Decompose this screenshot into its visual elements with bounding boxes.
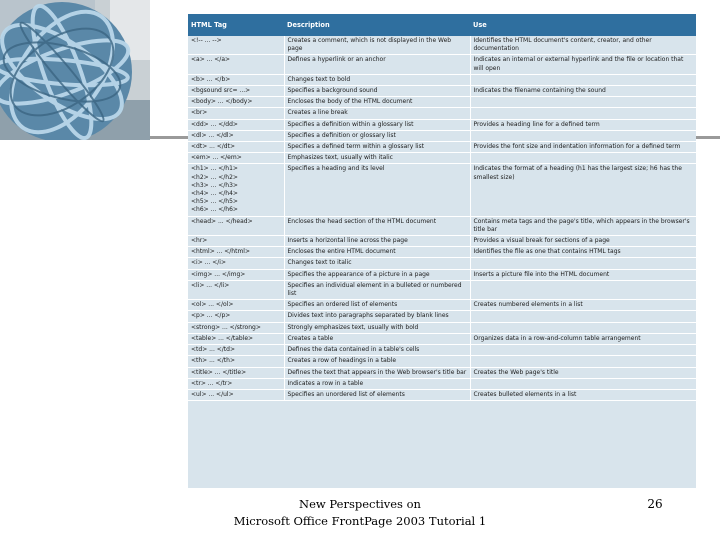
table-row xyxy=(188,236,696,247)
cell-description: Defines a hyperlink or an anchor xyxy=(284,55,470,74)
cell-description: Specifies an ordered list of elements xyxy=(284,300,470,311)
cell-tag: <title> ... </title> xyxy=(188,367,284,378)
cell-description: Defines the text that appears in the Web browser's title bar xyxy=(284,367,470,378)
cell-tag: <i> ... </i> xyxy=(188,258,284,269)
cell-description: Specifies a definition or glossary list xyxy=(284,130,470,141)
cell-use: Inserts a picture file into the HTML document xyxy=(470,269,696,280)
table-row xyxy=(188,378,696,389)
cell-description: Specifies an unordered list of elements xyxy=(284,389,470,400)
table-row xyxy=(188,216,696,235)
table-row xyxy=(188,280,696,299)
html-tags-table xyxy=(188,14,696,401)
cell-use: Creates bulleted elements in a list xyxy=(470,389,696,400)
table-row xyxy=(188,322,696,333)
cell-tag: <br> xyxy=(188,108,284,119)
cell-use xyxy=(470,356,696,367)
cell-use: Creates the Web page's title xyxy=(470,367,696,378)
table-row xyxy=(188,311,696,322)
cell-use xyxy=(470,311,696,322)
cell-description: Specifies a definition within a glossary list xyxy=(284,119,470,130)
cell-use: Identifies the file as one that contains HTML tags xyxy=(470,247,696,258)
cell-description: Strongly emphasizes text, usually with bold xyxy=(284,322,470,333)
cell-tag: <head> ... </head> xyxy=(188,216,284,235)
table-body xyxy=(188,36,696,401)
footer-line-1: New Perspectives on xyxy=(299,497,421,511)
accent-line xyxy=(696,136,720,139)
cell-use xyxy=(470,345,696,356)
cell-use: Indicates an internal or external hyperlink and the file or location that will open xyxy=(470,55,696,74)
table-row xyxy=(188,356,696,367)
cell-tag: <em> ... </em> xyxy=(188,153,284,164)
cell-use xyxy=(470,74,696,85)
cell-tag: <th> ... </th> xyxy=(188,356,284,367)
table-row xyxy=(188,55,696,74)
table-row xyxy=(188,108,696,119)
cell-tag: <b> ... </b> xyxy=(188,74,284,85)
cell-tag: <ol> ... </ol> xyxy=(188,300,284,311)
cell-tag: <a> ... </a> xyxy=(188,55,284,74)
cell-tag: <li> ... </li> xyxy=(188,280,284,299)
cell-use xyxy=(470,97,696,108)
cell-tag: <dl> ... </dl> xyxy=(188,130,284,141)
cell-use: Creates numbered elements in a list xyxy=(470,300,696,311)
table-row xyxy=(188,247,696,258)
cell-use xyxy=(470,153,696,164)
cell-description: Inserts a horizontal line across the page xyxy=(284,236,470,247)
cell-tag: <html> ... </html> xyxy=(188,247,284,258)
table-row xyxy=(188,164,696,216)
table-row xyxy=(188,258,696,269)
cell-description: Encloses the head section of the HTML document xyxy=(284,216,470,235)
cell-description: Divides text into paragraphs separated by blank lines xyxy=(284,311,470,322)
cell-description: Encloses the entire HTML document xyxy=(284,247,470,258)
cell-use: Indicates the filename containing the sound xyxy=(470,86,696,97)
table-row xyxy=(188,86,696,97)
table-row xyxy=(188,130,696,141)
cell-description: Specifies a background sound xyxy=(284,86,470,97)
cell-tag: <p> ... </p> xyxy=(188,311,284,322)
cell-use xyxy=(470,280,696,299)
sculpture-photo xyxy=(0,0,150,140)
cell-description: Creates a row of headings in a table xyxy=(284,356,470,367)
cell-description: Specifies the appearance of a picture in a page xyxy=(284,269,470,280)
cell-description: Creates a line break xyxy=(284,108,470,119)
cell-description: Changes text to italic xyxy=(284,258,470,269)
column-header-use: Use xyxy=(470,14,696,36)
cell-description: Specifies an individual element in a bulleted or numbered list xyxy=(284,280,470,299)
table-header-row xyxy=(188,14,696,36)
table-row xyxy=(188,333,696,344)
cell-use: Provides a heading line for a defined term xyxy=(470,119,696,130)
footer-line-2: Microsoft Office FrontPage 2003 Tutorial 1 xyxy=(233,514,487,528)
cell-use xyxy=(470,108,696,119)
page-number: 26 xyxy=(647,497,663,511)
cell-tag: <hr> xyxy=(188,236,284,247)
table-row xyxy=(188,36,696,55)
table-row xyxy=(188,367,696,378)
cell-tag: <img> ... </img> xyxy=(188,269,284,280)
cell-use: Provides the font size and indentation information for a defined term xyxy=(470,142,696,153)
cell-use: Contains meta tags and the page's title, which appears in the browser's title bar xyxy=(470,216,696,235)
cell-use xyxy=(470,258,696,269)
table-row xyxy=(188,119,696,130)
cell-tag: <td> ... </td> xyxy=(188,345,284,356)
cell-use: Provides a visual break for sections of a page xyxy=(470,236,696,247)
table-row xyxy=(188,142,696,153)
cell-description: Emphasizes text, usually with italic xyxy=(284,153,470,164)
cell-use: Identifies the HTML document's content, creator, and other documentation xyxy=(470,36,696,55)
cell-use xyxy=(470,322,696,333)
cell-use xyxy=(470,378,696,389)
cell-tag: <dd> ... </dd> xyxy=(188,119,284,130)
footer-text xyxy=(210,496,510,530)
table-row xyxy=(188,269,696,280)
accent-line xyxy=(150,136,190,139)
cell-use: Indicates the format of a heading (h1 has the largest size; h6 has the smallest size) xyxy=(470,164,696,216)
html-tags-table-container xyxy=(188,14,696,488)
cell-tag: <table> ... </table> xyxy=(188,333,284,344)
cell-description: Indicates a row in a table xyxy=(284,378,470,389)
cell-use: Organizes data in a row-and-column table arrangement xyxy=(470,333,696,344)
cell-tag: <tr> ... </tr> xyxy=(188,378,284,389)
cell-use xyxy=(470,130,696,141)
sculpture-photo-image xyxy=(0,0,150,140)
table-row xyxy=(188,389,696,400)
cell-tag: <h1> ... </h1> <h2> ... </h2> <h3> ... </h3> <h4> ... </h4> <h5> ... </h5> <h6> ... </h6> xyxy=(188,164,284,216)
cell-description: Defines the data contained in a table's cells xyxy=(284,345,470,356)
cell-tag: <strong> ... </strong> xyxy=(188,322,284,333)
cell-description: Creates a table xyxy=(284,333,470,344)
cell-tag: <body> ... </body> xyxy=(188,97,284,108)
table-row xyxy=(188,153,696,164)
cell-tag: <bgsound src= ...> xyxy=(188,86,284,97)
table-row xyxy=(188,345,696,356)
cell-description: Specifies a heading and its level xyxy=(284,164,470,216)
cell-tag: <dt> ... </dt> xyxy=(188,142,284,153)
table-row xyxy=(188,74,696,85)
cell-tag: <ul> ... </ul> xyxy=(188,389,284,400)
cell-description: Specifies a defined term within a glossary list xyxy=(284,142,470,153)
table-row xyxy=(188,97,696,108)
column-header-tag: HTML Tag xyxy=(188,14,284,36)
table-row xyxy=(188,300,696,311)
column-header-description: Description xyxy=(284,14,470,36)
cell-description: Encloses the body of the HTML document xyxy=(284,97,470,108)
cell-tag: <!-- ... --> xyxy=(188,36,284,55)
cell-description: Creates a comment, which is not displayed in the Web page xyxy=(284,36,470,55)
cell-description: Changes text to bold xyxy=(284,74,470,85)
